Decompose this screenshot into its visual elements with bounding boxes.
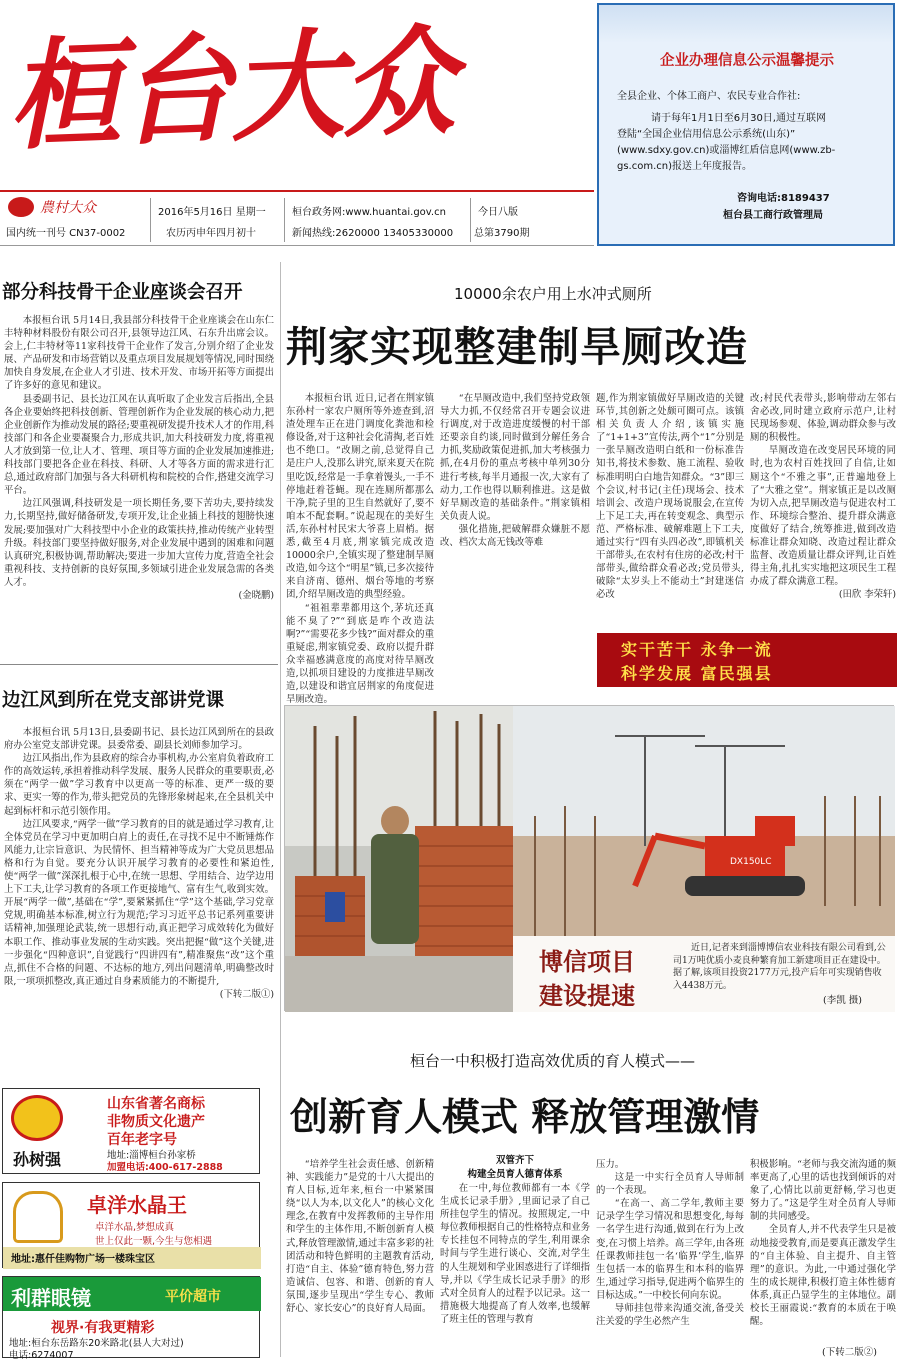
edu-column-1 (286, 1158, 434, 1358)
notice-title: 企业办理信息公示温馨提示 (660, 53, 834, 69)
continued-link[interactable]: (下转二版①) (219, 988, 274, 1000)
paragraph: 导师挂包带来沟通交流,备受关注关爱的学生必然产生 (596, 1303, 744, 1328)
ad-brand: 孙树强 (13, 1150, 62, 1169)
lead-column-2 (440, 392, 590, 698)
notice-line: 登陆“全国企业信用信息公示系统(山东)” (617, 129, 796, 140)
ad-sunshuqiang[interactable] (2, 1088, 260, 1174)
divider (284, 198, 285, 242)
page-count: 今日八版 (478, 207, 518, 218)
ad-slogan: 世上仅此一颗,今生与您相遇 (95, 1236, 213, 1247)
divider (150, 198, 151, 242)
lead-headline: 荆家实现整建制旱厕改造 (286, 323, 748, 371)
edu-headline: 创新育人模式 释放管理激情 (290, 1094, 760, 1139)
edu-column-2 (440, 1152, 590, 1358)
ad-slogan: 视界·有我更精彩 (51, 1320, 155, 1336)
issue-info-bar (0, 190, 594, 246)
article-body (4, 726, 274, 1001)
photo-credit: (李凯 摄) (823, 995, 862, 1006)
ad-hotline: 加盟电话:400-617-2888 (107, 1162, 223, 1173)
notice-to: 全县企业、个体工商户、农民专业合作社: (617, 91, 801, 102)
paragraph: 边江风指出,作为县政府的综合办事机构,办公室肩负着政府工作的高效运转,承担着推动科学发展、服务人民群众的重要职责,必须在“两学一做”学习教育中以更高一等的标准、更严一级的要求、更实一筹的作为,带头把党员的先锋形象树起来,在全县机关中起到标杆和示范引领作用。 (4, 753, 274, 817)
divider (470, 198, 471, 242)
lead-column-3 (596, 392, 744, 628)
paragraph: 边江风要求,“两学一做”学习教育的目的就是通过学习教育,让全体党员在学习中更加明白肩上的责任,在寻找不足中不断锤炼作风能力,让宗旨意识、为民情怀、担当精神等成为广大党员思想品格和行为自觉。要充分认识开展学习教育的必要性和紧迫性,使“两学一做”深深扎根于心中,在统一思想、学用结合、边学边用上下工夫,让学习教育的各项工作更接地气、富有生气,收到实效。开展“两学一做”,基础在“学”,要紧紧抓住“学”这个基础,学习党章党规,明确基本标准,树立行为规范;学习习近平总书记系列重要讲话精神,加强理论武装,统一思想行动,真正把学习成效转化为做好本职工作、推动事业发展的生动实践。突出把握“做”这个关键,进一步强化“四种意识”,自觉践行“四讲四有”,精准聚焦“改”这个重点,抓住不合格的问题、不达标的地方,列出问题清单,明确整改时限,一项项抓整改,真正通过自身素质能力的不断提升, (4, 818, 274, 987)
lead-column-1 (286, 392, 434, 706)
brand-logo-icon (11, 1095, 63, 1141)
paragraph: 本报桓台讯 近日,记者在荆家镇东孙村一家农户厕所等外迹查到,沼渣处理车正在进门调度化粪池和检修设备,对于这种社会化清掏,老百姓也不绝口。“改厕之前,总觉得自己是庄户人,没那么讲究,原来夏天在院里吃饭,经常是一手拿着馒头,一手不停地赶着苍蝇。现在连厕所都那么干净,院子里的卫生自然就好了,要不咱本不配套啊。”说起现在的美好生活,东孙村村民宋大爷喜上眉梢。据悉,截至4月底,荆家镇完成改造10000余户,全镇实现了整建制旱厕改造,如今这个“明星”镇,已多次接待来自济南、德州、烟台等地的考察团,介绍旱厕改造的典型经验。 (286, 393, 434, 601)
ad-liqun-optical[interactable] (2, 1276, 260, 1361)
machine-label: DX150LC (730, 857, 772, 867)
paragraph: “培养学生社会责任感、创新精神、实践能力”是党的十八大提出的育人目标,近年来,桓台一中紧紧围绕“以人为本,以文化人”的核心文化理念,在教育中发挥教师的主导作用和学生的主体作用,不断创新育人模式,释放管理激情,通过丰富多彩的社团活动和特色鲜明的主题教育活动,打造“自主、体验”德育特色,努力营造诚信、包容、和谐、创新的育人氛围,逐步呈现出“学生专心、教师舒心、家长安心”的良好育人局面。 (286, 1159, 434, 1315)
article-title: 部分科技骨干企业座谈会召开 (2, 282, 243, 303)
ad-address: 地址:桓台东岳路东20米路北(县人大对过) (9, 1338, 184, 1349)
slogan-line: 科学发展 富民强县 (621, 664, 773, 683)
edu-column-3 (596, 1158, 744, 1358)
subhead: 构建全员育人德育体系 (467, 1169, 563, 1180)
paragraph: “在高一、高二学年,教师主要记录学生学习情况和思想变化,每每一名学生进行沟通,做到在行为上改变,在习惯上培养。高三学年,由各班任课教师挂包一名‘临界’学生,临界生包括一本的临界生和本科的临界生,通过学习指导,促进两个临界生的目标达成。”一中校长何向东说。 (596, 1198, 744, 1301)
ad-line: 百年老字号 (107, 1132, 177, 1148)
ad-line: 山东省著名商标 (107, 1096, 205, 1112)
paragraph: 压力。 (596, 1159, 625, 1170)
crystal-logo-icon (13, 1191, 63, 1243)
paragraph: “祖祖辈辈都用这个,茅坑还真能不臭了?”“到底是咋个改造法啊?”“需要花多少钱?”面对群众的重重疑虑,荆家镇党委、政府以提升群众幸福感满意度的高度对待旱厕改造,以抓项目建设的力度推进旱厕改造,以建设和谐宜居荆家的角度促进旱厕改造。 (286, 602, 434, 706)
paragraph: 积极影响。“老师与我交流沟通的频率更高了,心里的话也找到倾诉的对象了,心情比以前更舒畅,学习也更努力了。”这是学生对全员育人导师制的共同感受。 (750, 1159, 896, 1223)
ad-phone: 电话:6274007 (9, 1350, 74, 1361)
notice-line: 请于每年1月1日至6月30日,通过互联网 (651, 113, 826, 124)
lunar-date: 农历丙申年四月初十 (166, 228, 256, 239)
lead-column-4 (750, 392, 896, 630)
ad-brand: 利群眼镜 (11, 1286, 91, 1310)
issue-date: 2016年5月16日 星期一 (158, 207, 266, 218)
paragraph: “在旱厕改造中,我们坚持党政领导大力抓,不仅经常召开专题会议进行调度,对于改造进度缓慢的村干部还要亲自约谈,同时做到分解任务合力抓,奖励政策促进抓,加大考核强力抓,在4月份的重点考核中单列30分进行考核,每半月通报一次,大家有了动力,工作也得以顺利推进。这是做好旱厕改造的基础条件。”荆家镇相关负责人说。 (440, 393, 590, 522)
paragraph: 边江风强调,科技研发是一项长期任务,要下苦功夫,要持续发力,长期坚持,做好储备研发,专项开发,让企业插上科技的翅膀快速发展;要加强对广大科技型中小企业的政策扶持,推动传统产业转型升级。科技部门要坚持做好服务,对企业发展中遇到的困难和问题认真研究,积极协调,帮助解决;要进一步加大宣传力度,营造全社会重视科技、支持创新的良好氛围,多领域引进企业发展急需的各类人才。 (4, 498, 274, 588)
article-title: 边江风到所在党支部讲党课 (2, 690, 225, 711)
divider (0, 664, 278, 665)
sister-paper-logo: 農村大众 (40, 200, 96, 216)
ad-zhuoyang[interactable] (2, 1182, 260, 1268)
notice-phone: 咨询电话:8189437 (737, 193, 830, 204)
notice-line: (www.sdxy.gov.cn)或淄博红盾信息网(www.zb- (617, 145, 836, 156)
photo-feature (284, 705, 894, 1011)
notice-box (597, 3, 895, 246)
notice-org: 桓台县工商行政管理局 (723, 210, 823, 221)
edu-column-4 (750, 1158, 896, 1346)
registration-number: 国内统一刊号 CN37-0002 (6, 228, 126, 239)
photo-title: 建设提速 (539, 982, 635, 1010)
photo-title: 博信项目 (539, 948, 635, 976)
news-hotline: 新闻热线:2620000 13405330000 (292, 228, 454, 239)
edu-kicker: 桓台一中积极打造高效优质的育人模式—— (410, 1052, 696, 1070)
ad-line: 非物质文化遗产 (107, 1114, 205, 1130)
subhead: 双管齐下 (495, 1155, 534, 1166)
paragraph: 题,作为荆家镇做好旱厕改造的关键环节,其创新之处颇可圈可点。该镇相关负责人介绍,该镇实施了“1+1+3”宣传法,两个“1”分别是一张旱厕改造明白纸和一份标准告知书,将技术参数、施工流程、验收标准明明白白地告知群众。“3”即三个会议,村书记(主任)现场会、技术培训会、改造户现场说服会,在宣传上下足工夫,再在转变观念、典型示范、严格标准、破解难题上下工夫,通过实行“四有头四必改”,即镇机关干部带头,在农村有住房的必改;村干部带头,做给群众看必改;党员带头,破除“太岁头上不能动土”封建迷信必改 (596, 393, 744, 601)
ad-brand: 卓洋水晶王 (87, 1193, 187, 1217)
paragraph: 强化措施,把破解群众嫌脏不愿改、档次太高无钱改等难 (440, 523, 590, 549)
author-credit: (金晓鹏) (238, 589, 274, 601)
notice-line: gs.com.cn)报送上年度报告。 (617, 161, 753, 172)
paragraph: 改;村民代表带头,影响带动左邻右舍必改,同时建立政府示范户,让村民现场参观、体验,调动群众参与改厕的积极性。 (750, 393, 896, 444)
notice-header-decoration (599, 5, 893, 43)
slogan-banner (597, 633, 897, 687)
ad-address: 地址:惠仟佳购物广场一楼珠宝区 (11, 1254, 155, 1265)
photo-caption: 近日,记者来到淄博博信农业科技有限公司看到,公司1万吨优质小麦良种繁育加工新建项目正在建设中。据了解,该项目投资2177万元,投产后年可实现销售收入4438万元。 (673, 943, 886, 991)
article-body (4, 314, 274, 602)
paragraph: 县委副书记、县长边江风在认真听取了企业发言后指出,全县各企业要始终把科技创新、管理创新作为企业发展的核心动力,把企业创新作为推动发展的路径;要重视研发提升技术人才的作用,科技部门和各企业要凝聚合力,形成共识,加大科技研发力度,将重视人才放到第一位,让人才、管理、项目等方面的企业发展加速推进;科技部门要把各企业在科技、科研、人才等各方面的需求进行汇总,通过政府部门加强与各大科研机构和院校的合作,搭建交流学习平台。 (4, 393, 274, 497)
slogan-line: 实干苦干 永争一流 (621, 640, 773, 659)
ad-slogan: 卓洋水晶,梦想成真 (95, 1222, 175, 1233)
logo-icon (8, 197, 34, 217)
ad-tag: 平价超市 (165, 1289, 221, 1305)
paragraph: 旱厕改造在改变居民环境的同时,也为农村百姓找回了自信,让如厕这个“不雅之事”,正普遍地登上了“大雅之堂”。荆家镇正是以改厕为切入点,把旱厕改造与促进农村工作、环境综合整治、提升群众满意度做好了结合,统筹推进,做到改造标准让群众知晓、改造过程让群众监督、改造质量让群众评判,让百姓得主角,扎扎实实地把这项民生工程办成了群众满意工程。 (750, 445, 896, 588)
continued-link[interactable]: (下转二版②) (822, 1347, 877, 1358)
paragraph: 本报桓台讯 5月13日,县委副书记、县长边江风到所在的县政府办公室党支部讲党课。县委常委、副县长刘师参加学习。 (4, 727, 274, 752)
paragraph: 在一中,每位教师都有一本《学生成长记录手册》,里面记录了自己所挂包学生的情况。按照规定,一中每位教师根据自己的性格特点和业务专长挂包不同特点的学生,利用课余时间与学生进行谈心、交流,对学生的人生规划和学业困惑进行了详细指导,并以《学生成长记录手册》的形式对全员育人的过程予以记录。这一措施极大地提高了育人效率,也缓解了班主任的管理与教育 (440, 1183, 591, 1325)
paragraph: 本报桓台讯 5月14日,我县部分科技骨干企业座谈会在山东仁丰特种材料股份有限公司召开,县领导边江风、石东升出席会议。会上,仁丰特材等11家科技骨干企业作了发言,分别介绍了企业发展、产品研发和市场营销以及重点项目发展规划等情况,同时围绕加快自身发展,在企业人才引进、技术开发、市场开拓等方面提出了许多好的意见和建议。 (4, 315, 274, 392)
newspaper-title: 桓台大众 (5, 10, 456, 166)
author-credit: (田欣 李荣轩) (838, 589, 896, 601)
paragraph: 全员育人,并不代表学生只是被动地接受教育,而是要真正激发学生的“自主体验、自主提升、自主管理”的意识。为此,一中通过强化学生的成长规律,积极打造主体性德育体系,真正凸显学生的主体地位。副校长王丽霞说:“教育的本质在于唤醒。 (750, 1224, 896, 1328)
gov-website: 桓台政务网:www.huantai.gov.cn (292, 207, 446, 218)
issue-number: 总第3790期 (474, 228, 530, 239)
masthead (5, 8, 590, 188)
lead-kicker: 10000余农户用上水冲式厕所 (454, 285, 652, 303)
ad-address: 地址:淄博桓台孙家桥 (107, 1150, 196, 1161)
column-divider (280, 262, 281, 1357)
paragraph: 这是一中实行全员育人导师制的一个表现。 (596, 1172, 744, 1197)
